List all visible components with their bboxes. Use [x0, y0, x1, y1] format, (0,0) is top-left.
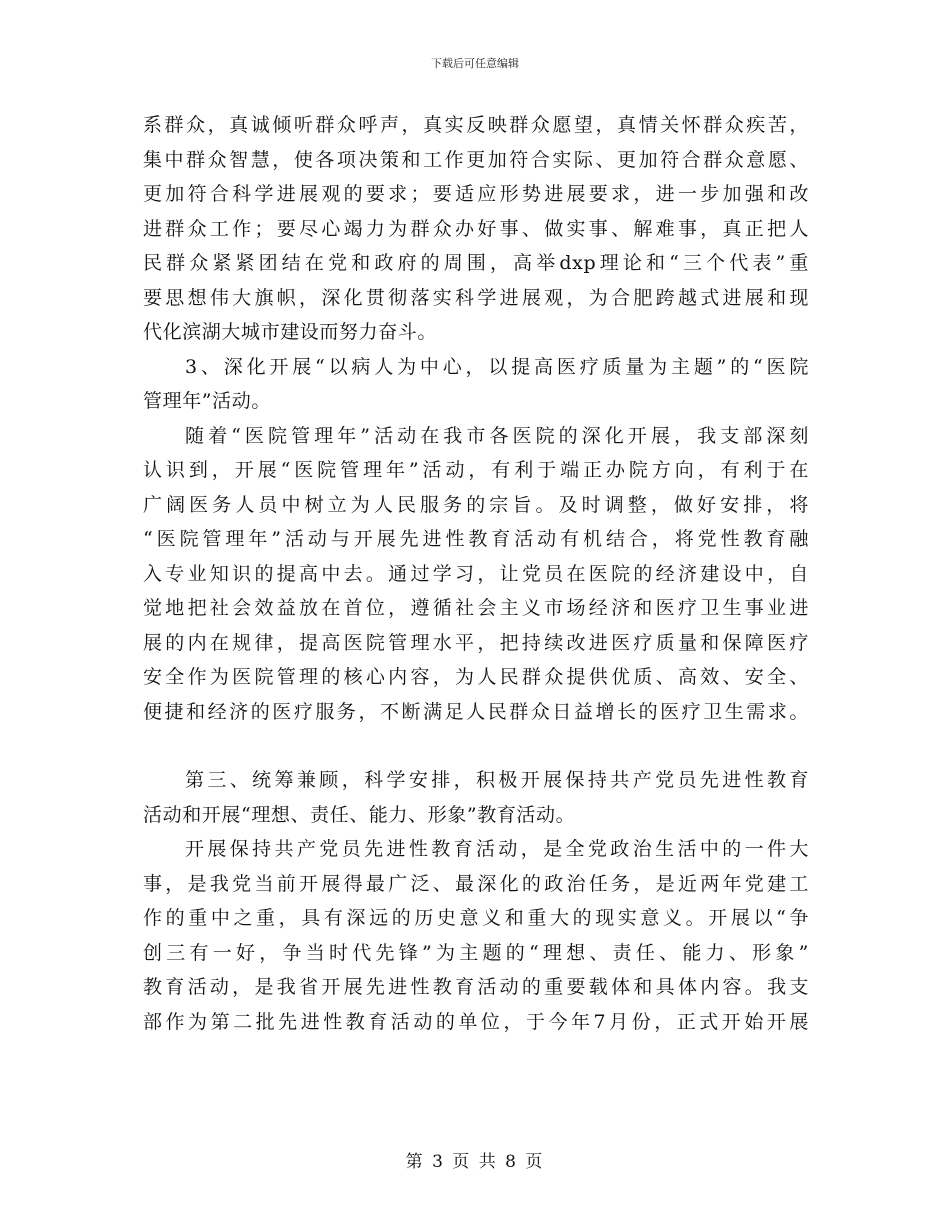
- text-line: 3、深化开展“以病人为中心，以提高医疗质量为主题”的“医院: [185, 355, 809, 378]
- text-line: 安全作为医院管理的核心内容，为人民群众提供优质、高效、安全、: [143, 666, 809, 688]
- text-line: 展的内在规律，提高医院管理水平，把持续改进医疗质量和保障医疗: [143, 631, 809, 654]
- text-line: 进群众工作；要尽心竭力为群众办好事、做实事、解难事，真正把人: [143, 217, 809, 240]
- text-line: 活动和开展“理想、责任、能力、形象”教育活动。: [143, 803, 576, 826]
- text-line: 代化滨湖大城市建设而努力奋斗。: [143, 321, 438, 343]
- text-line: 事，是我党当前开展得最广泛、最深化的政治任务，是近两年党建工: [143, 872, 809, 895]
- text-line: 便捷和经济的医疗服务，不断满足人民群众日益增长的医疗卫生需求。: [143, 700, 809, 723]
- text-line: 管理年”活动。: [143, 390, 271, 412]
- text-line: 随着“医院管理年”活动在我市各医院的深化开展，我支部深刻: [185, 424, 809, 447]
- text-line: 觉地把社会效益放在首位，遵循社会主义市场经济和医疗卫生事业进: [143, 597, 809, 619]
- text-line: 作的重中之重，具有深远的历史意义和重大的现实意义。开展以“争: [143, 907, 809, 929]
- text-line: 入专业知识的提高中去。通过学习，让党员在医院的经济建设中，自: [143, 562, 809, 585]
- text-line: 教育活动，是我省开展先进性教育活动的重要载体和具体内容。我支: [143, 976, 809, 998]
- paragraph: [143, 419, 809, 730]
- text-line: 要思想伟大旗帜，深化贯彻落实科学进展观，为合肥跨越式进展和现: [143, 286, 809, 309]
- text-line: 广阔医务人员中树立为人民服务的宗旨。及时调整，做好安排，将: [143, 493, 809, 516]
- text-line: 开展保持共产党员先进性教育活动，是全党政治生活中的一件大: [185, 838, 809, 860]
- text-line: 更加符合科学进展观的要求；要适应形势进展要求，进一步加强和改: [143, 183, 809, 205]
- text-line: 认识到，开展“医院管理年”活动，有利于端正办院方向，有利于在: [143, 459, 809, 481]
- text-line: 创三有一好，争当时代先锋”为主题的“理想、责任、能力、形象”: [143, 941, 809, 964]
- paragraph-gap: [143, 729, 809, 763]
- text-line: 第三、统筹兼顾，科学安排，积极开展保持共产党员先进性教育: [185, 769, 809, 791]
- paragraph: [143, 350, 809, 419]
- text-line: “医院管理年”活动与开展先进性教育活动有机结合，将党性教育融: [143, 528, 809, 550]
- document-body: [143, 108, 809, 1039]
- text-line: 系群众，真诚倾听群众呼声，真实反映群众愿望，真情关怀群众疾苦，: [143, 114, 809, 136]
- text-line: 部作为第二批先进性教育活动的单位，于今年7月份，正式开始开展: [143, 1010, 809, 1033]
- text-line: 民群众紧紧团结在党和政府的周围，高举dxp理论和“三个代表”重: [143, 252, 809, 274]
- page-number: 第 3 页 共 8 页: [405, 1152, 545, 1172]
- paragraph: [143, 108, 809, 350]
- paragraph: [143, 763, 809, 832]
- page-header: 下载后可任意编辑: [431, 57, 519, 70]
- paragraph: [143, 832, 809, 1039]
- text-line: 集中群众智慧，使各项决策和工作更加符合实际、更加符合群众意愿、: [143, 148, 809, 171]
